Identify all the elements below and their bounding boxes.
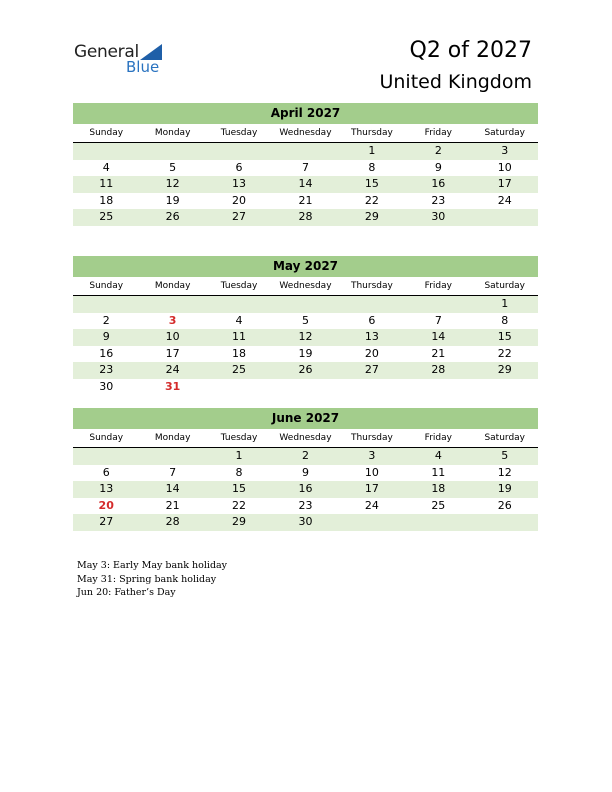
day-cell: 28 — [298, 210, 313, 224]
day-cell: 23 — [298, 498, 313, 512]
weekday-label: Thursday — [350, 281, 393, 291]
day-cell: 18 — [431, 482, 446, 496]
day-cell: 10 — [165, 330, 180, 344]
day-cell: 9 — [102, 330, 110, 344]
day-cell: 21 — [431, 346, 446, 360]
day-cell: 25 — [232, 363, 247, 377]
weekday-header-row — [73, 277, 538, 296]
day-cell: 30 — [431, 210, 446, 224]
day-cell: 11 — [431, 465, 446, 479]
day-cell: 2 — [102, 313, 110, 327]
week-row — [73, 313, 538, 330]
day-cell: 4 — [434, 449, 442, 462]
holiday-note: Jun 20: Father’s Day — [77, 587, 176, 598]
day-cell: 7 — [434, 313, 442, 327]
day-cell: 4 — [102, 160, 110, 174]
day-cell — [339, 296, 405, 313]
weekday-label: Thursday — [350, 128, 393, 138]
day-cell: 5 — [301, 313, 309, 327]
day-cell — [472, 514, 538, 531]
day-cell — [272, 379, 338, 396]
weekday-label: Saturday — [484, 128, 526, 138]
logo-text-general: General — [74, 42, 139, 62]
day-cell — [472, 379, 538, 396]
weekday-label: Friday — [424, 281, 452, 291]
day-cell: 27 — [99, 515, 114, 529]
day-cell: 22 — [497, 346, 512, 360]
month-title: May 2027 — [73, 256, 538, 277]
day-cell: 26 — [497, 498, 512, 512]
week-row — [73, 379, 538, 396]
day-cell: 1 — [235, 449, 243, 462]
day-cell: 29 — [364, 210, 379, 224]
day-cell: 8 — [501, 313, 509, 327]
month-may — [73, 256, 538, 396]
day-cell — [272, 143, 338, 160]
weekday-label: Wednesday — [279, 281, 332, 291]
day-cell: 27 — [232, 210, 247, 224]
day-cell: 3 — [501, 144, 509, 157]
weekday-header-row — [73, 429, 538, 448]
day-cell — [139, 296, 205, 313]
day-cell: 15 — [232, 482, 247, 496]
day-cell: 17 — [497, 177, 512, 191]
day-cell: 13 — [364, 330, 379, 344]
day-cell: 13 — [232, 177, 247, 191]
month-title: April 2027 — [73, 103, 538, 124]
day-cell: 15 — [364, 177, 379, 191]
day-cell: 16 — [431, 177, 446, 191]
weekday-label: Friday — [424, 128, 452, 138]
day-cell: 19 — [497, 482, 512, 496]
week-row — [73, 498, 538, 515]
weekday-label: Wednesday — [279, 433, 332, 443]
weekday-label: Tuesday — [220, 128, 258, 138]
weekday-label: Tuesday — [220, 281, 258, 291]
day-cell: 19 — [298, 346, 313, 360]
day-cell: 24 — [165, 363, 180, 377]
day-cell — [139, 143, 205, 160]
week-row — [73, 143, 538, 160]
week-row — [73, 193, 538, 210]
weekday-label: Thursday — [350, 433, 393, 443]
day-cell: 26 — [165, 210, 180, 224]
day-cell: 8 — [235, 465, 243, 479]
day-cell: 16 — [298, 482, 313, 496]
day-cell: 14 — [165, 482, 180, 496]
day-cell: 4 — [235, 313, 243, 327]
day-cell — [339, 379, 405, 396]
day-cell: 21 — [298, 193, 313, 207]
day-cell: 11 — [232, 330, 247, 344]
day-cell: 14 — [431, 330, 446, 344]
day-cell — [405, 514, 471, 531]
day-cell — [206, 143, 272, 160]
day-cell — [405, 296, 471, 313]
day-cell: 13 — [99, 482, 114, 496]
day-cell: 6 — [368, 313, 376, 327]
day-cell: 14 — [298, 177, 313, 191]
holiday-note: May 3: Early May bank holiday — [77, 560, 228, 571]
page-subtitle: United Kingdom — [379, 71, 532, 93]
day-cell: 23 — [99, 363, 114, 377]
day-cell: 6 — [102, 465, 110, 479]
day-cell: 31 — [164, 379, 181, 393]
day-cell: 29 — [497, 363, 512, 377]
day-cell — [73, 296, 139, 313]
week-row — [73, 362, 538, 379]
month-april — [73, 103, 538, 226]
day-cell: 7 — [169, 465, 177, 479]
weekday-label: Sunday — [89, 281, 124, 291]
day-cell: 16 — [99, 346, 114, 360]
day-cell — [472, 209, 538, 226]
day-cell — [73, 143, 139, 160]
day-cell — [339, 514, 405, 531]
day-cell: 3 — [168, 313, 177, 327]
day-cell: 28 — [431, 363, 446, 377]
day-cell: 28 — [165, 515, 180, 529]
weekday-label: Sunday — [89, 433, 124, 443]
day-cell: 6 — [235, 160, 243, 174]
day-cell: 20 — [364, 346, 379, 360]
day-cell: 20 — [98, 498, 114, 512]
brand-logo — [74, 42, 174, 78]
week-row — [73, 346, 538, 363]
month-june — [73, 408, 538, 531]
week-row — [73, 448, 538, 465]
day-cell: 24 — [497, 193, 512, 207]
day-cell: 5 — [169, 160, 177, 174]
weekday-header-row — [73, 124, 538, 143]
weekday-label: Friday — [424, 433, 452, 443]
day-cell — [73, 448, 139, 465]
week-row — [73, 160, 538, 177]
weekday-label: Monday — [154, 128, 191, 138]
day-cell: 12 — [165, 177, 180, 191]
holiday-note: May 31: Spring bank holiday — [77, 573, 217, 585]
day-cell — [272, 296, 338, 313]
weekday-label: Sunday — [89, 128, 124, 138]
day-cell: 15 — [497, 330, 512, 344]
day-cell: 17 — [364, 482, 379, 496]
day-cell: 22 — [364, 193, 379, 207]
day-cell: 12 — [298, 330, 313, 344]
day-cell: 2 — [434, 144, 442, 157]
day-cell: 1 — [501, 297, 509, 310]
day-cell: 22 — [232, 498, 247, 512]
weekday-label: Monday — [154, 281, 191, 291]
day-cell: 26 — [298, 363, 313, 377]
day-cell: 3 — [368, 449, 376, 462]
day-cell: 17 — [165, 346, 180, 360]
weekday-label: Saturday — [484, 281, 526, 291]
day-cell: 30 — [298, 515, 313, 529]
day-cell: 5 — [501, 449, 509, 462]
week-row — [73, 296, 538, 313]
day-cell: 2 — [301, 449, 309, 462]
day-cell: 18 — [232, 346, 247, 360]
day-cell: 20 — [232, 193, 247, 207]
day-cell: 1 — [368, 144, 376, 157]
weekday-label: Tuesday — [220, 433, 258, 443]
day-cell: 23 — [431, 193, 446, 207]
weekday-label: Monday — [154, 433, 191, 443]
day-cell: 21 — [165, 498, 180, 512]
day-cell: 11 — [99, 177, 114, 191]
day-cell — [206, 379, 272, 396]
logo-text-blue: Blue — [126, 58, 160, 76]
day-cell: 18 — [99, 193, 114, 207]
week-row — [73, 465, 538, 482]
day-cell — [405, 379, 471, 396]
day-cell: 9 — [434, 160, 442, 174]
day-cell: 30 — [99, 379, 114, 393]
week-row — [73, 176, 538, 193]
week-row — [73, 481, 538, 498]
page-title: Q2 of 2027 — [409, 38, 532, 63]
week-row — [73, 514, 538, 531]
day-cell: 12 — [497, 465, 512, 479]
day-cell: 8 — [368, 160, 376, 174]
week-row — [73, 209, 538, 226]
day-cell: 19 — [165, 193, 180, 207]
day-cell: 25 — [99, 210, 114, 224]
day-cell: 10 — [364, 465, 379, 479]
month-title: June 2027 — [73, 408, 538, 429]
day-cell: 7 — [301, 160, 309, 174]
day-cell — [206, 296, 272, 313]
day-cell: 29 — [232, 515, 247, 529]
day-cell: 24 — [364, 498, 379, 512]
weekday-label: Saturday — [484, 433, 526, 443]
day-cell: 9 — [301, 465, 309, 479]
day-cell — [139, 448, 205, 465]
week-row — [73, 329, 538, 346]
day-cell: 25 — [431, 498, 446, 512]
weekday-label: Wednesday — [279, 128, 332, 138]
day-cell: 27 — [364, 363, 379, 377]
holiday-notes — [77, 559, 227, 600]
day-cell: 10 — [497, 160, 512, 174]
